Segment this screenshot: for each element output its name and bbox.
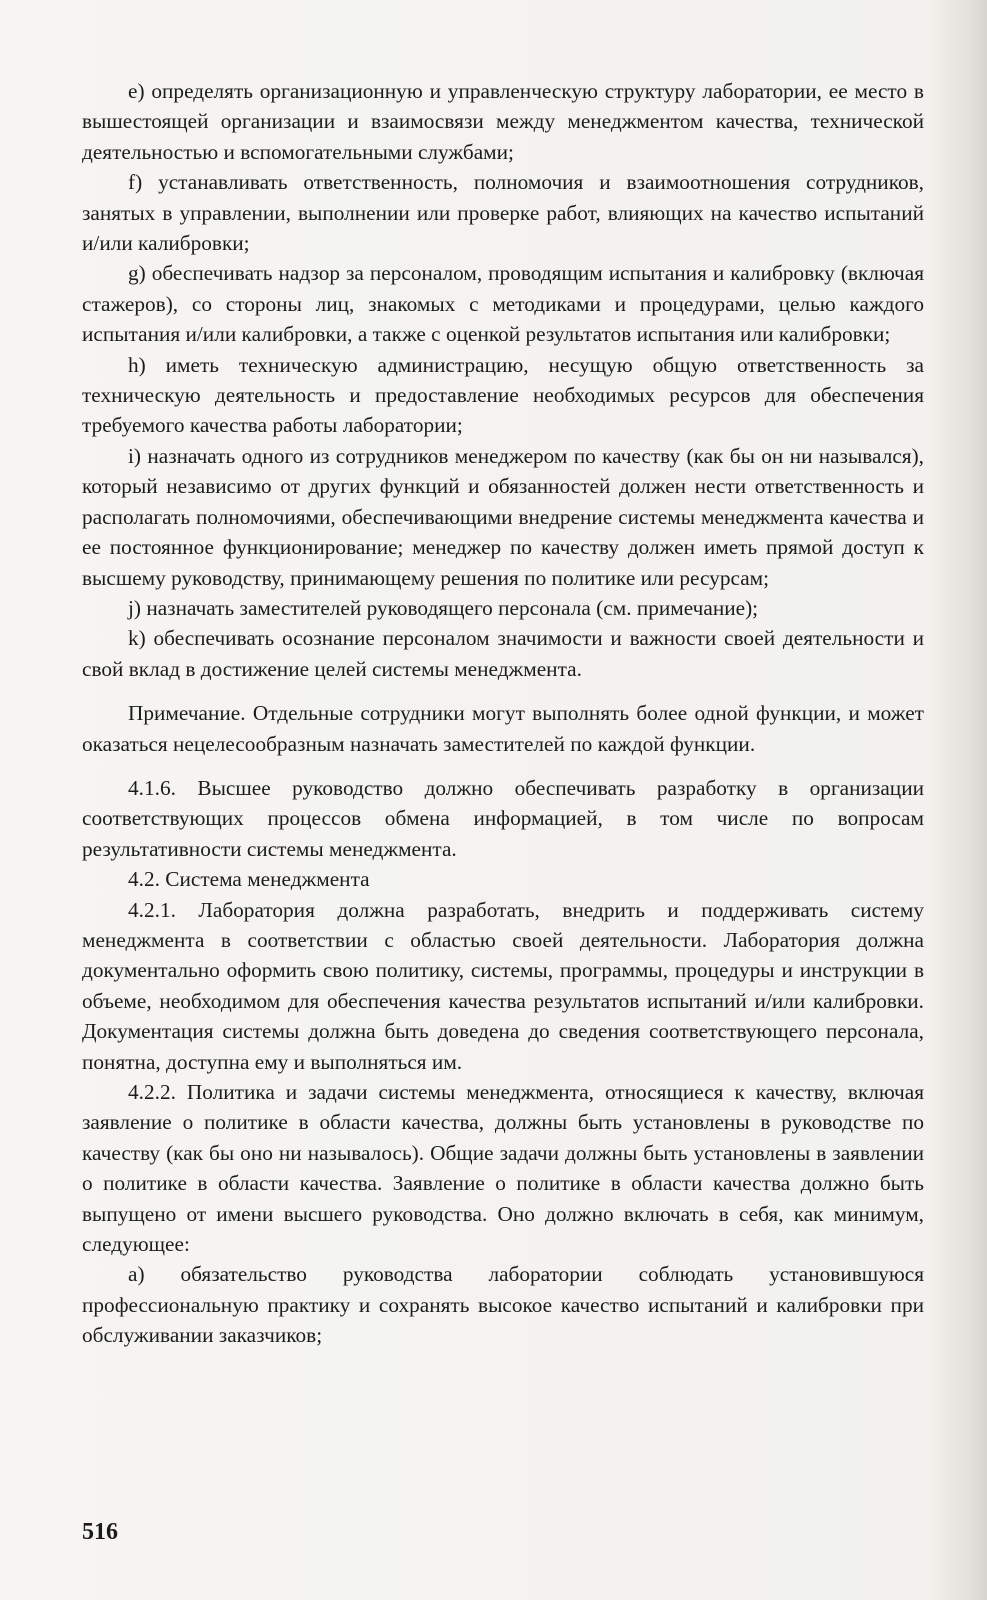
paragraph-h: h) иметь техническую администрацию, несущую общую ответственность за техническую деятельность и предоставление необходимых ресурсов для обеспечения требуемого качества работы лаборатории; — [82, 352, 924, 438]
body-text — [82, 76, 924, 1351]
paragraph-f: f) устанавливать ответственность, полномочия и взаимоотношения сотрудников, занятых в управлении, выполнении или проверке работ, влияющих на качество испытаний и/или калибровки; — [82, 170, 924, 256]
paragraph-i: i) назначать одного из сотрудников менеджером по качеству (как бы он ни назывался), который независимо от других функций и обязанностей должен нести ответственность и располагать полномочиями, обеспечивающими внедрение системы менеджмента качества и ее постоянное функционирование; менеджер по качеству должен иметь прямой доступ к высшему руководству, принимающему решения по политике или ресурсам; — [82, 443, 924, 590]
paragraph-4-2-1: 4.2.1. Лаборатория должна разработать, внедрить и поддерживать систему менеджмента в соответствии с областью своей деятельности. Лаборатория должна документально оформить свою политику, системы, программы, процедуры и инструкции в объеме, необходимом для обеспечения качества результатов испытаний и/или калибровки. Документация системы должна быть доведена до сведения соответствующего персонала, понятна, доступна ему и выполняться им. — [82, 897, 924, 1074]
note-paragraph: Примечание. Отдельные сотрудники могут выполнять более одной функции, и может оказаться нецелесообразным назначать заместителей по каждой функции. — [82, 701, 924, 756]
paragraph-g: g) обеспечивать надзор за персоналом, проводящим испытания и калибровку (включая стажеров), со стороны лиц, знакомых с методиками и процедурами, целью каждого испытания и/или калибровки, а также с оценкой результатов испытания или калибровки; — [82, 261, 924, 347]
paragraph-j: j) назначать заместителей руководящего персонала (см. примечание); — [128, 595, 759, 620]
paragraph-e: e) определять организационную и управленческую структуру лаборатории, ее место в вышестоящей организации и взаимосвязи между менеджментом качества, технической деятельностью и вспомогательными службами; — [82, 79, 924, 164]
paragraph-4-1-6: 4.1.6. Высшее руководство должно обеспечивать разработку в организации соответствующих процессов обмена информацией, в том числе по вопросам результативности системы менеджмента. — [82, 775, 924, 861]
page-number: 516 — [82, 1519, 118, 1545]
paragraph-4-2-2: 4.2.2. Политика и задачи системы менеджмента, относящиеся к качеству, включая заявление о политике в области качества, должны быть установлены в руководстве по качеству (как бы оно ни называлось). Общие задачи должны быть установлены в заявлении о политике в области качества. Заявление о политике в области качества должно быть выпущено от имени высшего руководства. Оно должно включать в себя, как минимум, следующее: — [82, 1080, 924, 1257]
section-heading-4-2: 4.2. Система менеджмента — [128, 867, 370, 892]
paragraph-a: a) обязательство руководства лаборатории соблюдать установившуюся профессиональную практику и сохранять высокое качество испытаний и калибровки при обслуживании заказчиков; — [82, 1262, 924, 1348]
paragraph-k: k) обеспечивать осознание персоналом значимости и важности своей деятельности и свой вклад в достижение целей системы менеджмента. — [82, 626, 924, 681]
